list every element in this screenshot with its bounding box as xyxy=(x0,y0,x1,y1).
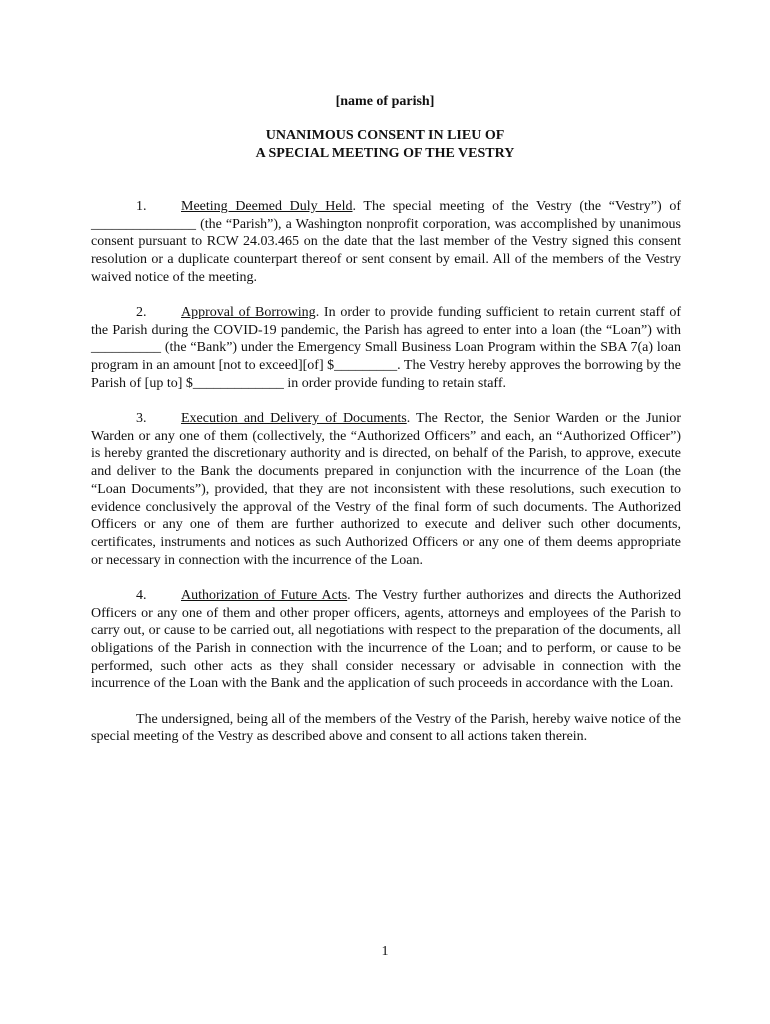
section-3-execution-and-delivery xyxy=(91,410,681,569)
section-text: . The special meeting of the Vestry (the “Vestry”) of _______________ (the “Parish”), a Washington nonprofit corporation, was accomplished by unanimous consent pursuant to RCW 24.03.465 on the date that the last member of the Vestry signed this consent resolution or a duplicate counterpart thereof or sent consent by email. All of the members of the Vestry waived notice of the meeting. xyxy=(91,199,681,285)
document-title xyxy=(0,127,770,163)
section-4-authorization-of-future-acts xyxy=(91,587,681,693)
page-number: 1 xyxy=(381,944,389,959)
document-body xyxy=(91,198,681,763)
section-text: . The Rector, the Senior Warden or the Junior Warden or any one of them (collectively, the “Authorized Officers” and each, an “Authorized Officer”) is hereby granted the discretionary authority and is directed, on behalf of the Parish, to approve, execute and deliver to the Bank the documents prepared in conjunction with the incurrence of the Loan (the “Loan Documents”), provided, that they are not inconsistent with these resolutions, such execution to evidence conclusively the approval of the Vestry of the final form of such documents. The Authorized Officers or any one of them are further authorized to execute and deliver such other documents, certificates, instruments and notices as such Authorized Officers or any one of them deems appropriate or necessary in connection with the incurrence of the Loan. xyxy=(91,411,681,568)
section-heading: Meeting Deemed Duly Held xyxy=(181,199,353,214)
section-text: . The Vestry further authorizes and directs the Authorized Officers or any one of them and other proper officers, agents, attorneys and employees of the Parish to carry out, or cause to be carried out, all negotiations with respect to the preparation of the documents, all obligations of the Parish in connection with the incurrence of the Loan; and to perform, or cause to be performed, such other acts as they shall consider necessary or advisable in connection with the incurrence of the Loan with the Bank and the application of such proceeds in accordance with the Loan. xyxy=(91,587,681,692)
closing-statement: The undersigned, being all of the members of the Vestry of the Parish, hereby waive notice of the special meeting of the Vestry as described above and consent to all actions taken therein. xyxy=(91,711,681,745)
section-number: 2. xyxy=(136,305,147,321)
section-2-approval-of-borrowing xyxy=(91,304,681,393)
section-text: . In order to provide funding sufficient to retain current staff of the Parish during the COVID-19 pandemic, the Parish has agreed to enter into a loan (the “Loan”) with __________ (the “Bank”) under the Emergency Small Business Loan Program within the SBA 7(a) loan program in an amount [not to exceed][of] $_________. The Vestry hereby approves the borrowing by the Parish of [up to] $_____________ in order provide funding to retain staff. xyxy=(91,305,682,391)
parish-name-placeholder: [name of parish] xyxy=(335,94,435,109)
section-number: 1. xyxy=(136,199,147,214)
section-number: 3. xyxy=(136,411,147,427)
section-number: 4. xyxy=(136,587,147,603)
section-heading: Authorization of Future Acts xyxy=(181,587,348,603)
section-heading: Execution and Delivery of Documents xyxy=(181,411,407,427)
title-line-1: UNANIMOUS CONSENT IN LIEU OF xyxy=(265,128,505,143)
section-1-meeting-deemed-duly-held xyxy=(91,198,681,287)
title-line-2: A SPECIAL MEETING OF THE VESTRY xyxy=(255,146,515,161)
section-heading: Approval of Borrowing xyxy=(181,305,316,321)
